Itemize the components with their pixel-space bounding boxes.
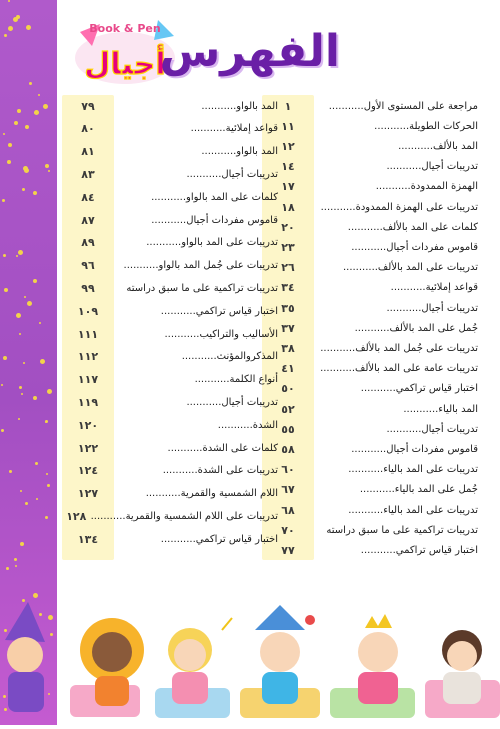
decorative-dot bbox=[33, 593, 38, 598]
toc-entry-page: ٦٧ bbox=[281, 483, 295, 497]
toc-entry bbox=[62, 391, 282, 413]
toc-entry-page: ١٣٤ bbox=[77, 532, 99, 546]
toc-entry bbox=[262, 196, 482, 218]
toc-entry bbox=[62, 414, 282, 436]
toc-entry-page: ١٢٢ bbox=[77, 441, 99, 455]
toc-entry bbox=[62, 118, 282, 140]
decorative-dot bbox=[19, 333, 21, 335]
toc-entry-page: ٣٧ bbox=[281, 321, 295, 335]
toc-entry bbox=[62, 323, 282, 345]
toc-entry-page: ١٢ bbox=[281, 139, 295, 153]
decorative-dot bbox=[19, 386, 22, 389]
decorative-dot bbox=[47, 389, 52, 394]
toc-entry bbox=[262, 479, 482, 501]
toc-entry-page: ٢٦ bbox=[281, 261, 295, 275]
toc-entry-title: الأساليب والتراكيب........... bbox=[164, 328, 278, 340]
toc-entry-page: ٨٩ bbox=[81, 236, 95, 250]
toc-entry bbox=[262, 398, 482, 420]
toc-entry bbox=[62, 277, 282, 299]
toc-entry-page: ٦٠ bbox=[281, 463, 295, 477]
decorative-dot bbox=[16, 313, 21, 318]
decorative-dot bbox=[9, 470, 12, 473]
toc-entry bbox=[262, 257, 482, 279]
toc-entry-page: ١٢٨ bbox=[66, 509, 87, 523]
toc-entry-title: تدريبات على المد بالياء........... bbox=[348, 464, 478, 476]
decorative-dot bbox=[48, 170, 50, 172]
toc-entry-title: تدريبات على المد بالياء........... bbox=[348, 504, 478, 516]
toc-entry-title: الحركات الطويلة........... bbox=[374, 120, 478, 132]
toc-entry bbox=[262, 317, 482, 339]
toc-entry-page: ٥٥ bbox=[281, 422, 295, 436]
toc-entry-title: تدريبات أجيال........... bbox=[386, 161, 478, 173]
toc-entry bbox=[262, 418, 482, 440]
toc-entry-page: ١٤ bbox=[281, 160, 295, 174]
toc-entry-page: ١٢٧ bbox=[77, 487, 99, 501]
decorative-dot bbox=[33, 396, 37, 400]
toc-entry bbox=[62, 369, 282, 391]
decorative-dot bbox=[3, 254, 6, 257]
toc-entry-title: الهمزة الممدودة........... bbox=[375, 181, 478, 193]
decorative-dot bbox=[25, 125, 29, 129]
toc-entry-page: ١١٢ bbox=[77, 350, 99, 364]
svg-text:أجيال: أجيال bbox=[84, 47, 166, 82]
toc-entry-title: جُمل على المد بالياء........... bbox=[359, 484, 478, 496]
decorative-dot bbox=[46, 473, 48, 475]
toc-entry-title: تدريبات عامة على المد بالألف........... bbox=[320, 363, 478, 375]
toc-entry-title: جُمل على المد بالألف........... bbox=[354, 322, 478, 334]
decorative-dot bbox=[18, 418, 20, 420]
toc-entry bbox=[62, 141, 282, 163]
toc-entry-page: ٢٣ bbox=[281, 240, 295, 254]
toc-column-left bbox=[62, 95, 282, 560]
toc-entry-title: قاموس مفردات أجيال........... bbox=[351, 443, 478, 455]
children-illustration bbox=[0, 600, 500, 725]
decorative-dot bbox=[6, 567, 9, 570]
decorative-dot bbox=[39, 322, 41, 324]
toc-entry-title: أنواع الكلمة........... bbox=[194, 374, 278, 386]
toc-entry-page: ٧٠ bbox=[281, 523, 295, 537]
toc-entry bbox=[62, 505, 282, 527]
toc-entry-title: المد بالألف........... bbox=[398, 140, 478, 152]
toc-entry-title: المد بالواو........... bbox=[201, 100, 278, 112]
decorative-dot bbox=[21, 393, 23, 395]
toc-entry-page: ١١١ bbox=[77, 327, 99, 341]
toc-entry-title: تدريبات على اللام الشمسية والقمرية........... bbox=[90, 510, 278, 522]
toc-entry bbox=[262, 135, 482, 157]
toc-entry-page: ٦٨ bbox=[281, 503, 295, 517]
toc-entry-page: ٧٧ bbox=[281, 543, 295, 557]
toc-entry bbox=[62, 232, 282, 254]
decorative-dot bbox=[45, 516, 48, 519]
toc-entry bbox=[62, 255, 282, 277]
toc-entry bbox=[262, 459, 482, 481]
toc-entry bbox=[62, 186, 282, 208]
toc-entry-title: تدريبات على المد بالواو........... bbox=[146, 237, 278, 249]
toc-entry-page: ١٢٤ bbox=[77, 464, 99, 478]
toc-entry bbox=[62, 460, 282, 482]
decorative-dot bbox=[17, 109, 21, 113]
decorative-dot bbox=[8, 0, 10, 2]
toc-entry-page: ٩٦ bbox=[81, 259, 95, 273]
toc-entry-title: تدريبات تراكمية على ما سبق دراسته bbox=[326, 524, 478, 536]
toc-entry-title: تدريبات أجيال........... bbox=[186, 168, 278, 180]
toc-entry-page: ٣٤ bbox=[281, 281, 295, 295]
toc-entry-title: مراجعة على المستوى الأول........... bbox=[328, 100, 478, 112]
toc-entry-title: اختبار قياس تراكمي........... bbox=[160, 533, 278, 545]
toc-entry bbox=[262, 438, 482, 460]
toc-entry-page: ٥٢ bbox=[281, 402, 295, 416]
toc-entry-title: تدريبات على المد بالألف........... bbox=[342, 262, 478, 274]
toc-entry bbox=[262, 176, 482, 198]
decorative-dot bbox=[2, 199, 5, 202]
toc-entry-title: تدريبات أجيال........... bbox=[386, 302, 478, 314]
decorative-dot bbox=[45, 164, 49, 168]
decorative-dot bbox=[40, 359, 45, 364]
svg-text:Book & Pen: Book & Pen bbox=[89, 22, 161, 35]
decorative-dot bbox=[47, 484, 50, 487]
decorative-dot bbox=[45, 420, 48, 423]
decorative-dot bbox=[4, 34, 7, 37]
decorative-dot bbox=[25, 502, 28, 505]
toc-entry-title: قواعد إملائية........... bbox=[390, 282, 478, 294]
toc-entry-page: ٣٥ bbox=[281, 301, 295, 315]
decorative-dot bbox=[24, 296, 26, 298]
toc-entry-page: ١ bbox=[284, 99, 292, 113]
toc-entry-title: تدريبات على جُمل المد بالألف........... bbox=[320, 342, 478, 354]
decorative-dot bbox=[3, 356, 7, 360]
toc-entry-title: قاموس مفردات أجيال........... bbox=[351, 241, 478, 253]
toc-entry-title: كلمات على المد بالواو........... bbox=[151, 191, 278, 203]
decorative-dot bbox=[20, 542, 24, 546]
toc-entry bbox=[262, 378, 482, 400]
toc-entry bbox=[62, 209, 282, 231]
page-title: الفهرس bbox=[159, 26, 340, 77]
decorative-dot bbox=[4, 288, 8, 292]
toc-entry-title: اختبار قياس تراكمي........... bbox=[360, 383, 478, 395]
toc-entry bbox=[262, 539, 482, 561]
toc-entry-page: ١١ bbox=[281, 119, 295, 133]
decorative-dot bbox=[29, 82, 32, 85]
toc-entry-title: المد بالواو........... bbox=[201, 146, 278, 158]
decorative-dot bbox=[15, 565, 17, 567]
decorative-dot bbox=[1, 384, 3, 386]
decorative-dot bbox=[22, 188, 25, 191]
toc-entry-title: اللام الشمسية والقمرية........... bbox=[145, 488, 278, 500]
toc-entry-page: ٨١ bbox=[81, 145, 95, 159]
toc-entry-title: كلمات على المد بالألف........... bbox=[347, 221, 478, 233]
toc-entry bbox=[262, 95, 482, 117]
decorative-dot bbox=[27, 301, 32, 306]
decorative-dot bbox=[16, 15, 20, 19]
toc-entry-title: المذكروالمؤنث........... bbox=[181, 351, 278, 363]
toc-entry-page: ٨٤ bbox=[81, 190, 95, 204]
decorative-dot bbox=[8, 26, 13, 31]
toc-entry bbox=[62, 163, 282, 185]
toc-entry bbox=[62, 437, 282, 459]
toc-entry bbox=[262, 519, 482, 541]
toc-entry-page: ٣٨ bbox=[281, 341, 295, 355]
decorative-dot bbox=[3, 133, 5, 135]
toc-column-right bbox=[262, 95, 482, 560]
decorative-dot bbox=[23, 362, 25, 364]
decorative-dot bbox=[16, 255, 18, 257]
toc-entry-page: ١١٧ bbox=[77, 373, 99, 387]
decorative-dot bbox=[33, 191, 37, 195]
toc-entry-page: ١١٩ bbox=[77, 395, 99, 409]
toc-entry bbox=[262, 277, 482, 299]
decorative-dot bbox=[33, 279, 37, 283]
toc-entry-title: كلمات على الشدة........... bbox=[167, 442, 278, 454]
toc-entry-title: تدريبات على الشدة........... bbox=[162, 465, 278, 477]
decorative-dot bbox=[24, 168, 29, 173]
toc-entry-title: تدريبات تراكمية على ما سبق دراسته bbox=[126, 282, 278, 294]
toc-entry-page: ٢٠ bbox=[281, 220, 295, 234]
toc-entry-title: اختبار قياس تراكمي........... bbox=[360, 544, 478, 556]
toc-entry-page: ٨٧ bbox=[81, 213, 95, 227]
toc-entry-page: ٤١ bbox=[281, 362, 295, 376]
decorative-dot bbox=[26, 25, 31, 30]
toc-entry-page: ١٨ bbox=[281, 200, 295, 214]
toc-entry bbox=[262, 156, 482, 178]
toc-entry-title: اختبار قياس تراكمي........... bbox=[160, 305, 278, 317]
toc-entry-page: ٩٩ bbox=[81, 281, 95, 295]
toc-entry bbox=[62, 300, 282, 322]
toc-entry-title: قواعد إملائية........... bbox=[190, 123, 278, 135]
decorative-dot bbox=[43, 104, 48, 109]
toc-entry-page: ٨٠ bbox=[81, 122, 95, 136]
toc-entry-title: المد بالياء........... bbox=[403, 403, 478, 415]
toc-entry-title: تدريبات أجيال........... bbox=[186, 396, 278, 408]
toc-entry bbox=[62, 346, 282, 368]
toc-entry-page: ١٧ bbox=[281, 180, 295, 194]
decorative-dot bbox=[14, 558, 17, 561]
toc-entry-page: ١٢٠ bbox=[77, 418, 99, 432]
toc-entry bbox=[262, 337, 482, 359]
decorative-dot bbox=[1, 429, 4, 432]
toc-entry-page: ٧٩ bbox=[81, 99, 95, 113]
toc-entry-title: الشدة........... bbox=[217, 419, 278, 431]
decorative-dot bbox=[14, 121, 18, 125]
toc-entry bbox=[262, 115, 482, 137]
toc-entry bbox=[62, 95, 282, 117]
toc-entry-title: تدريبات أجيال........... bbox=[386, 423, 478, 435]
toc-entry bbox=[262, 236, 482, 258]
toc-entry-page: ٥٠ bbox=[281, 382, 295, 396]
decorative-dot bbox=[34, 110, 39, 115]
decorative-dot bbox=[18, 250, 23, 255]
toc-entry bbox=[262, 216, 482, 238]
decorative-dot bbox=[35, 462, 38, 465]
decorative-dot bbox=[20, 490, 22, 492]
toc-entry bbox=[62, 528, 282, 550]
decorative-dot bbox=[36, 498, 38, 500]
toc-entry bbox=[62, 483, 282, 505]
toc-entry bbox=[262, 499, 482, 521]
toc-entry-page: ١٠٩ bbox=[77, 304, 99, 318]
decorative-dot bbox=[7, 160, 11, 164]
toc-entry bbox=[262, 297, 482, 319]
toc-entry-page: ٥٨ bbox=[281, 442, 295, 456]
toc-entry-title: تدريبات على الهمزة الممدودة........... bbox=[320, 201, 478, 213]
toc-entry-page: ٨٣ bbox=[81, 167, 95, 181]
toc-entry bbox=[262, 358, 482, 380]
toc-entry-title: تدريبات على جُمل المد بالواو........... bbox=[123, 260, 278, 272]
toc-entry-title: قاموس مفردات أجيال........... bbox=[151, 214, 278, 226]
decorative-dot bbox=[38, 94, 40, 96]
decorative-dot bbox=[8, 143, 12, 147]
